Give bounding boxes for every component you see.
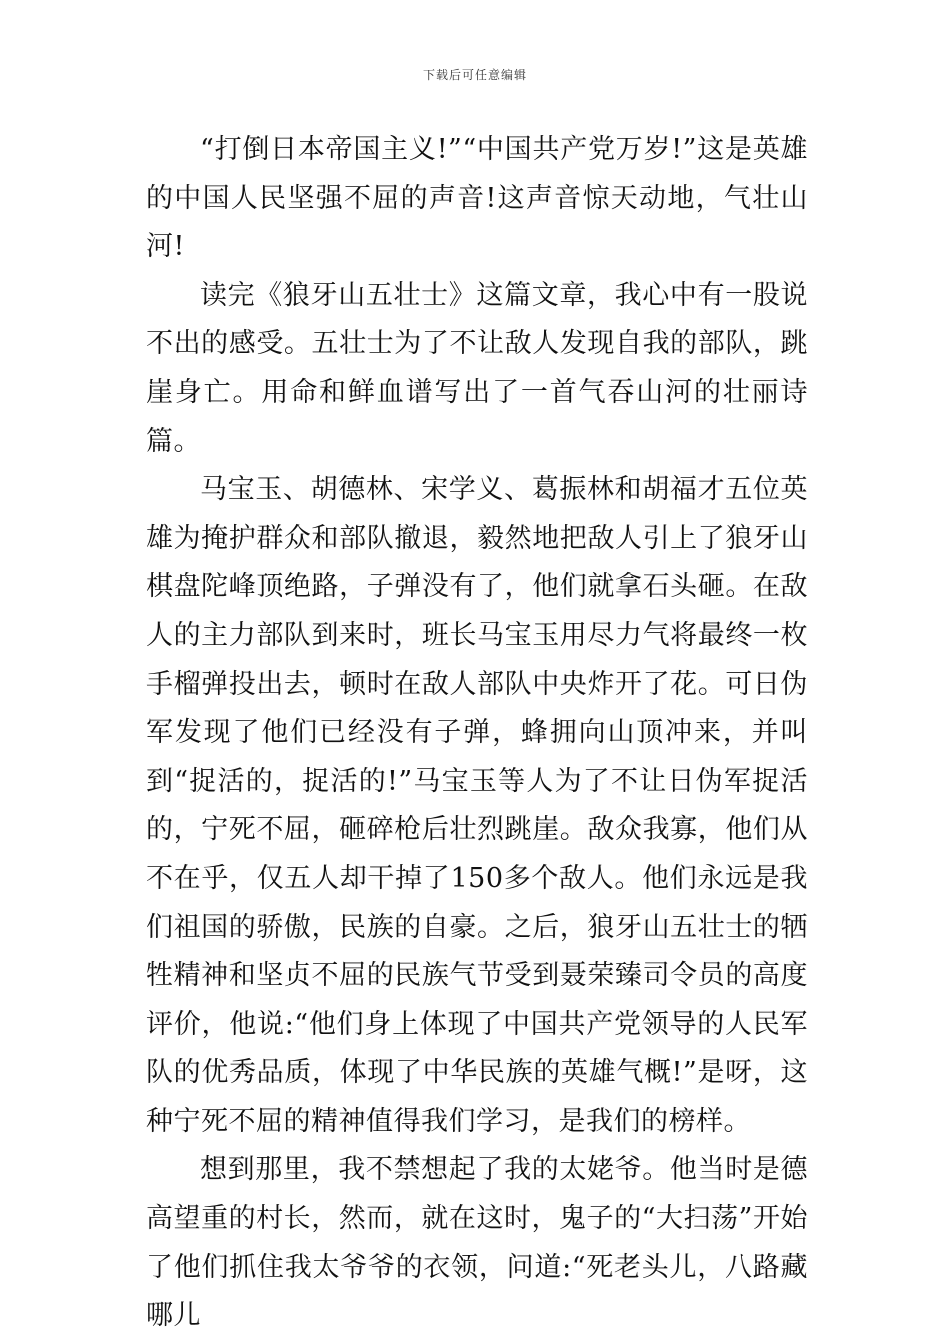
- header-note: 下载后可任意编辑: [422, 68, 527, 82]
- paragraph-1: “打倒日本帝国主义!”“中国共产党万岁!”这是英雄的中国人民坚强不屈的声音!这声音惊天动地，气壮山河!: [146, 134, 808, 263]
- document-body: [146, 126, 808, 1341]
- paragraph-3: 马宝玉、胡德林、宋学义、葛振林和胡福才五位英雄为掩护群众和部队撤退，毅然地把敌人引上了狼牙山棋盘陀峰顶绝路，子弹没有了，他们就拿石头砸。在敌人的主力部队到来时，班长马宝玉用尽力气将最终一枚手榴弹投出去，顿时在敌人部队中央炸开了花。可日伪军发现了他们已经没有子弹，蜂拥向山顶冲来，并叫到“捉活的，捉活的!”马宝玉等人为了不让日伪军捉活的，宁死不屈，砸碎枪后壮烈跳崖。敌众我寡，他们从不在乎，仅五人却干掉了150多个敌人。他们永远是我们祖国的骄傲，民族的自豪。之后，狼牙山五壮士的牺牲精神和坚贞不屈的民族气节受到聂荣臻司令员的高度评价，他说:“他们身上体现了中国共产党领导的人民军队的优秀品质，体现了中华民族的英雄气概!”是呀，这种宁死不屈的精神值得我们学习，是我们的榜样。: [146, 474, 808, 1137]
- paragraph-2: 读完《狼牙山五壮士》这篇文章，我心中有一股说不出的感受。五壮士为了不让敌人发现自我的部队，跳崖身亡。用命和鲜血谱写出了一首气吞山河的壮丽诗篇。: [146, 279, 808, 457]
- paragraph-4: 想到那里，我不禁想起了我的太姥爷。他当时是德高望重的村长，然而，就在这时，鬼子的“大扫荡”开始了他们抓住我太爷爷的衣领，问道:“死老头儿，八路藏哪儿: [146, 1154, 808, 1332]
